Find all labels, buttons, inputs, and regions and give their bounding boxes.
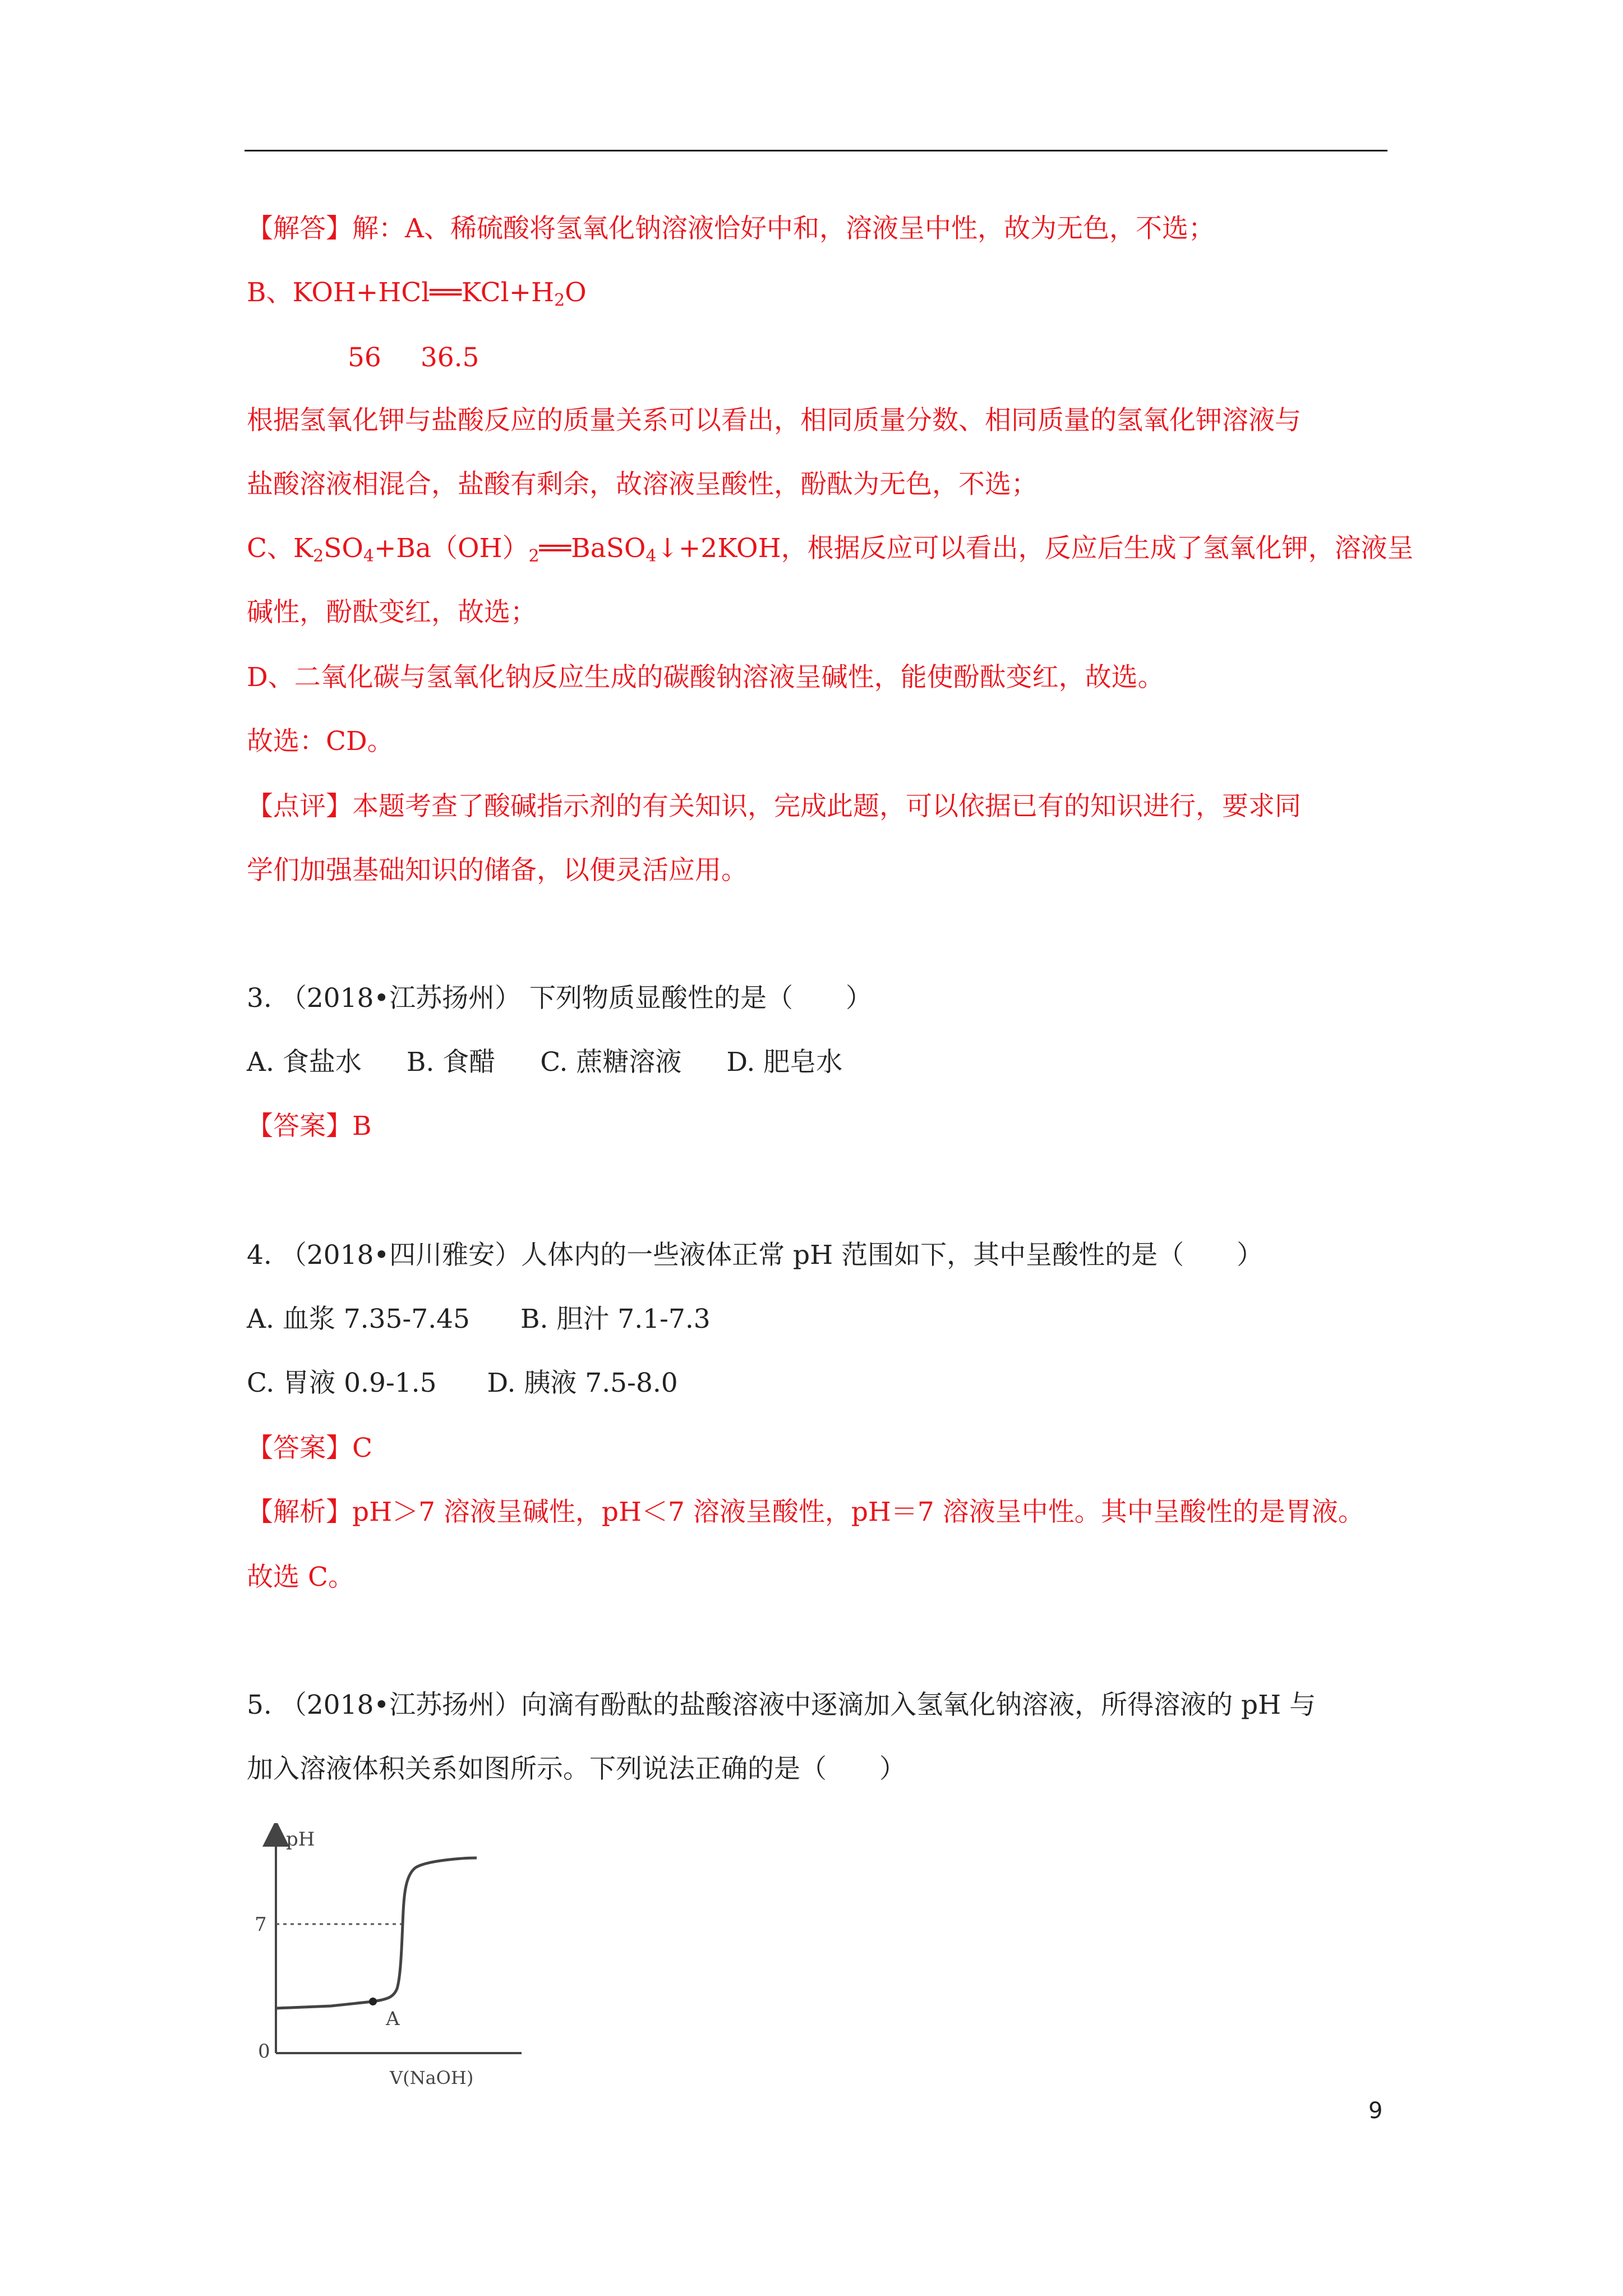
origin-label: 0 [258, 2040, 270, 2063]
solution-line-5: 盐酸溶液相混合，盐酸有剩余，故溶液呈酸性，酚酞为无色，不选； [247, 469, 1038, 500]
header-rule [245, 150, 1387, 151]
ph-curve-chart [247, 1823, 538, 2092]
solution-line-3: 56 36.5 [348, 342, 479, 373]
q4-option-b: B. 胆汁 7.1-7.3 [520, 1304, 711, 1335]
solution-line-7: 碱性，酚酞变红，故选； [247, 597, 537, 628]
y-tick-label-7: 7 [255, 1913, 267, 1936]
q3-option-a: A. 食盐水 [247, 1047, 362, 1078]
solution-line-2: B、$KOH+HCl══KCl+H_2O$ [247, 277, 587, 310]
y-axis-label: pH [286, 1828, 315, 1851]
q4-stem: 4. （2018•四川雅安）人体内的一些液体正常 pH 范围如下，其中呈酸性的是（ ） [247, 1240, 1264, 1271]
point-a-label: A [386, 2008, 400, 2030]
q3-option-c: C. 蔗糖溶液 [540, 1047, 682, 1078]
comment-line-2: 学们加强基础知识的储备，以便灵活应用。 [247, 855, 748, 886]
q3-options [247, 1046, 842, 1079]
q3-option-b: B. 食醋 [406, 1047, 496, 1078]
q4-option-c: C. 胃液 0.9-1.5 [247, 1368, 437, 1398]
solution-line-8: D、二氧化碳与氢氧化钠反应生成的碳酸钠溶液呈碱性，能使酚酞变红，故选。 [247, 662, 1164, 693]
q4-answer: 【答案】C [247, 1433, 372, 1464]
page-number: 9 [1368, 2098, 1383, 2124]
q4-analysis-line-1: 【解析】pH＞7 溶液呈碱性，pH＜7 溶液呈酸性，pH＝7 溶液呈中性。其中呈酸性的是胃液。 [247, 1497, 1364, 1527]
q3-stem: 3. （2018•江苏扬州） 下列物质显酸性的是（ ） [247, 983, 873, 1014]
comment-line-1: 【点评】本题考查了酸碱指示剂的有关知识，完成此题，可以依据已有的知识进行，要求同 [247, 791, 1301, 822]
q5-stem-line-1: 5. （2018•江苏扬州）向滴有酚酞的盐酸溶液中逐滴加入氢氧化钠溶液，所得溶液的 pH 与 [247, 1690, 1316, 1720]
solution-line-9: 故选：CD。 [247, 726, 394, 757]
point-a-marker [369, 1998, 377, 2005]
q4-options-row-2 [247, 1366, 678, 1400]
q3-option-d: D. 肥皂水 [726, 1047, 843, 1078]
q4-options-row-1 [247, 1303, 711, 1336]
ph-curve [276, 1858, 477, 2008]
x-axis-label: V(NaOH) [390, 2067, 474, 2088]
q4-analysis-line-2: 故选 C。 [247, 1562, 354, 1593]
q5-stem-line-2: 加入溶液体积关系如图所示。下列说法正确的是（ ） [247, 1754, 906, 1784]
solution-line-1: 【解答】解：A、稀硫酸将氢氧化钠溶液恰好中和，溶液呈中性，故为无色，不选； [247, 213, 1215, 244]
solution-line-6: C、$K_2SO_4+Ba(OH)_2══BaSO_4↓+2KOH$，根据反应可以看出，反应后生成了氢氧化钾，溶液呈 [247, 533, 1414, 566]
q4-option-a: A. 血浆 7.35-7.45 [247, 1304, 470, 1335]
solution-line-4: 根据氢氧化钾与盐酸反应的质量关系可以看出，相同质量分数、相同质量的氢氧化钾溶液与 [247, 405, 1301, 436]
q3-answer: 【答案】B [247, 1111, 372, 1142]
q4-option-d: D. 胰液 7.5-8.0 [487, 1368, 678, 1398]
